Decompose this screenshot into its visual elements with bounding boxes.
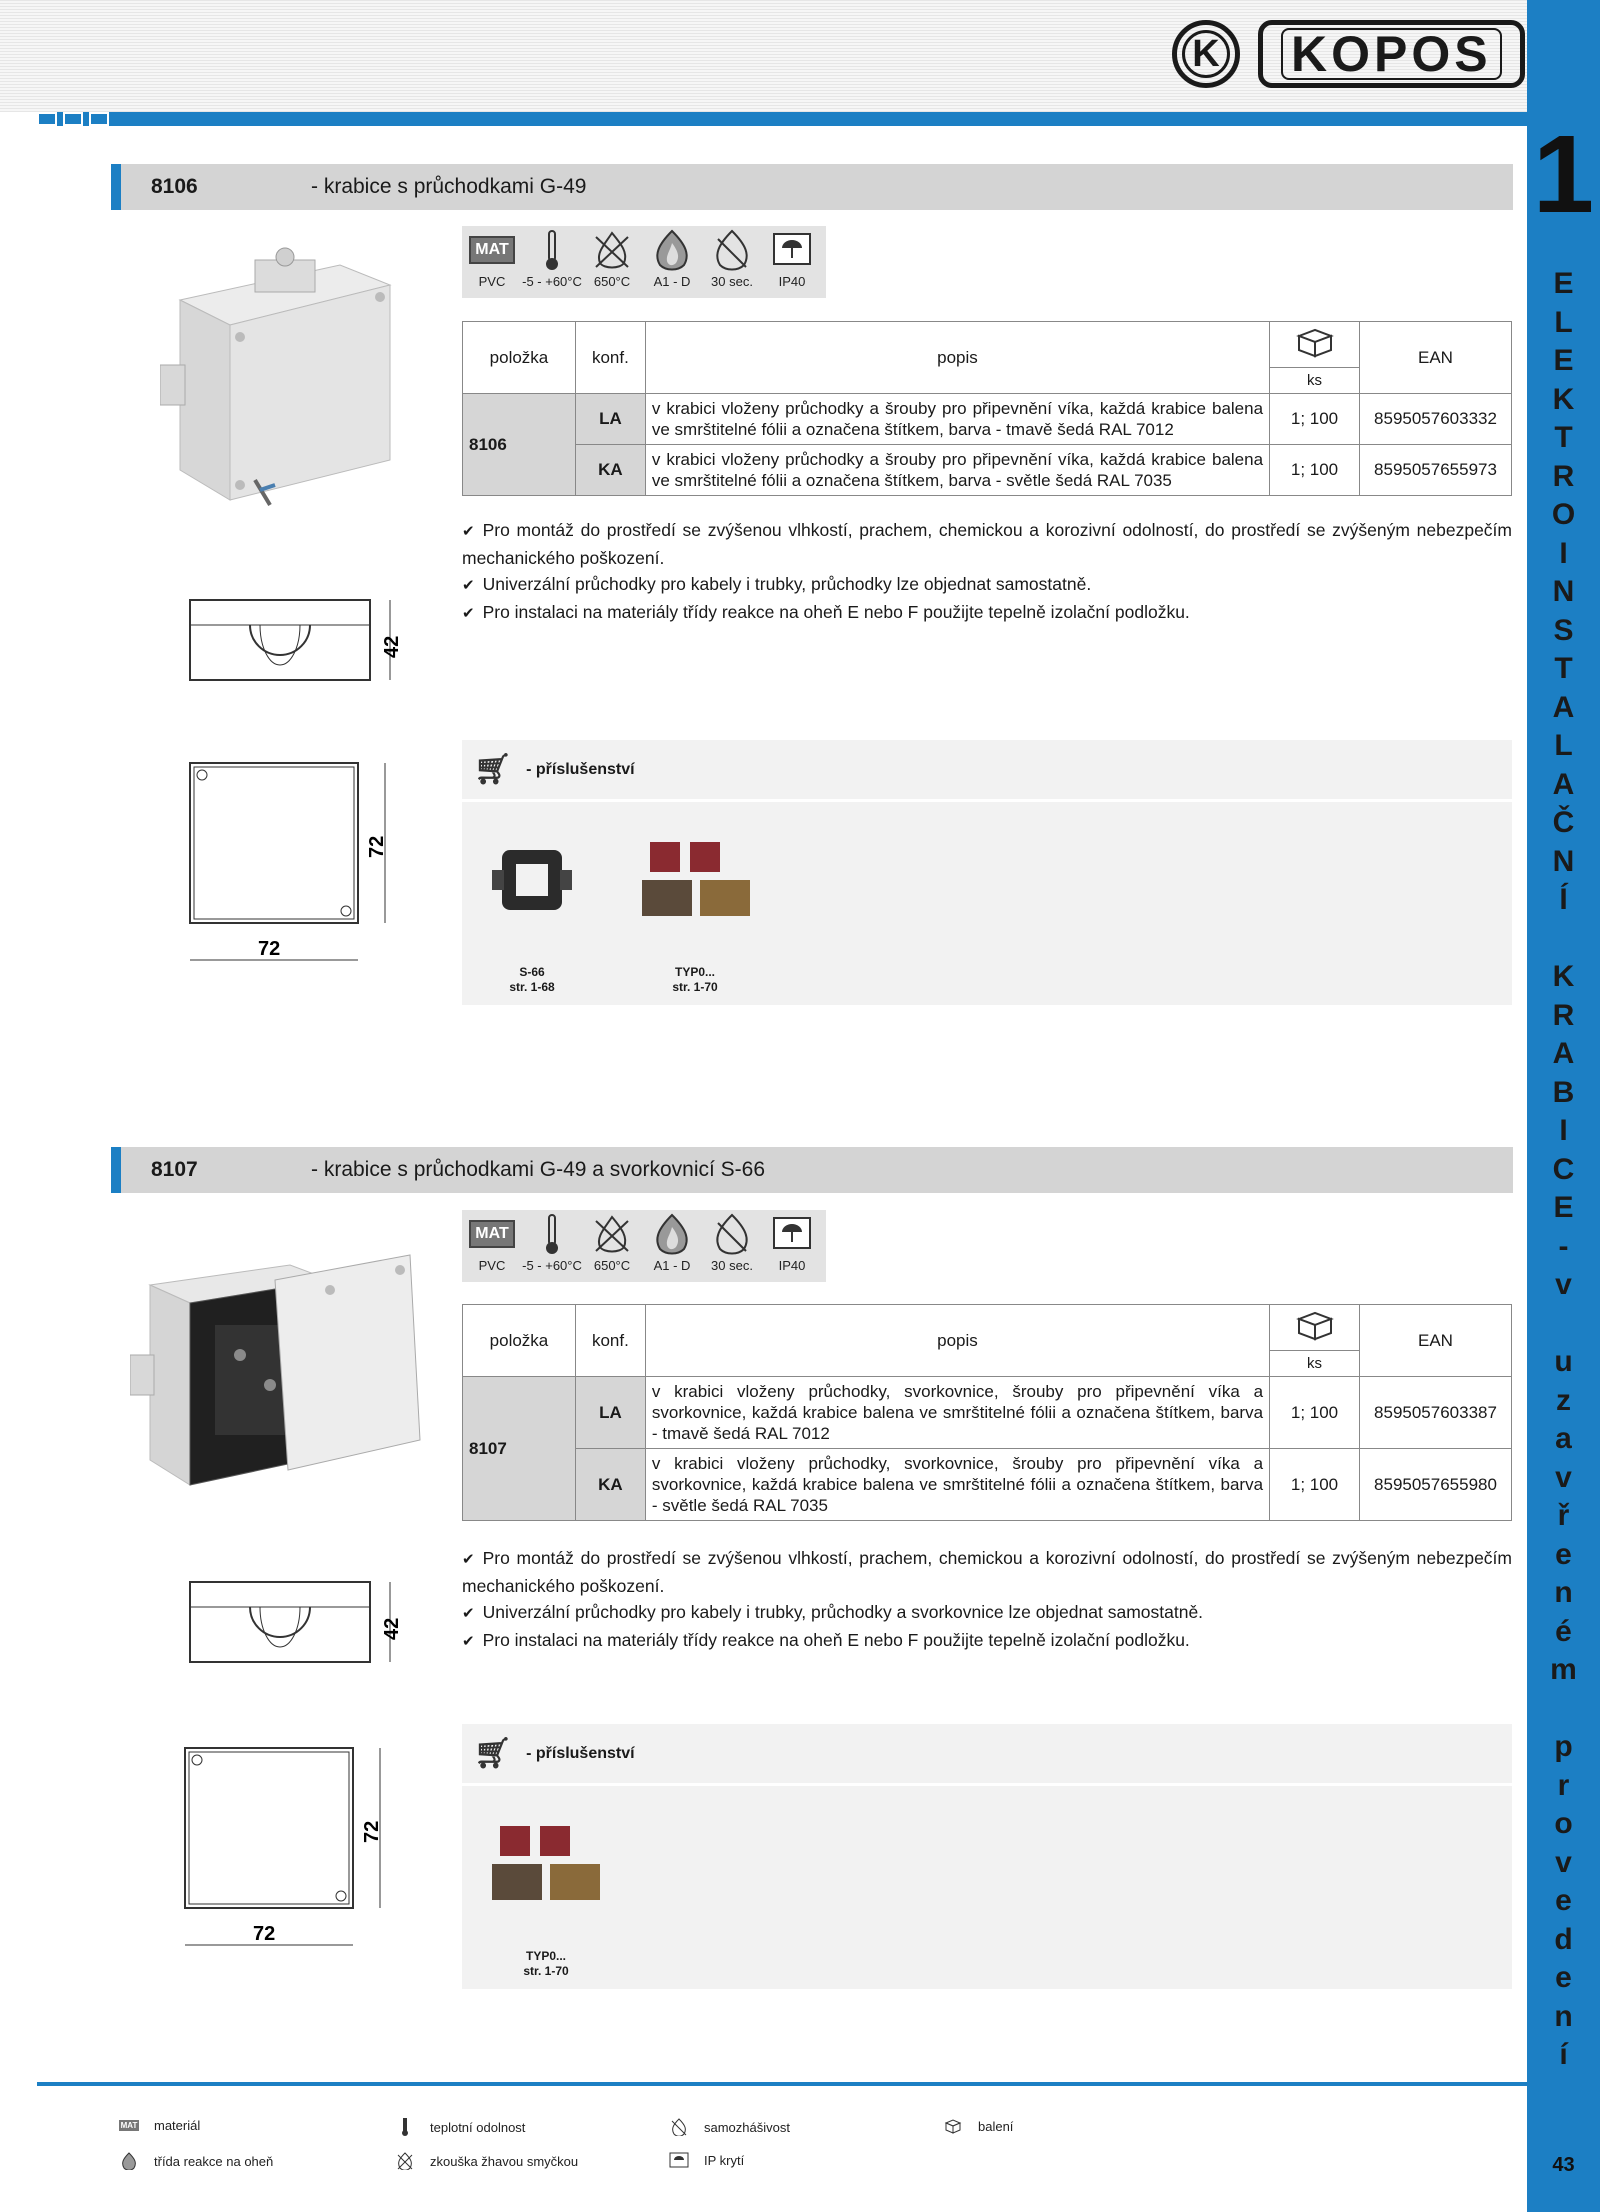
material-icon: MAT xyxy=(469,236,514,264)
chapter-letter: u xyxy=(1554,1345,1573,1378)
table-row xyxy=(463,445,1512,496)
chapter-letter: Č xyxy=(1552,806,1575,839)
chapter-letter: p xyxy=(1554,1730,1573,1763)
material-icon: MAT xyxy=(469,1220,514,1248)
thermometer-icon xyxy=(544,229,560,271)
chapter-letter: v xyxy=(1555,1460,1572,1494)
product-photo-8107 xyxy=(130,1245,430,1515)
chapter-letter: r xyxy=(1557,1768,1570,1802)
chapter-letter: O xyxy=(1551,498,1576,531)
glow-wire-icon xyxy=(592,1213,632,1255)
note-item: ✔ Univerzální průchodky pro kabely i trubky, průchodky a svorkovnice lze objednat samostatně. xyxy=(462,1599,1512,1627)
glow-wire-icon xyxy=(592,229,632,271)
fire-class-icon xyxy=(121,2152,137,2170)
self-extinguish-icon xyxy=(670,2118,688,2136)
desc-cell: v krabici vloženy průchodky a šrouby pro připevnění víka, každá krabice balena ve smrštitelné fólii a označena štítkem, barva - tmavě šedá RAL 7012 xyxy=(645,394,1269,445)
item-code: 8106 xyxy=(463,394,576,496)
chapter-letter: B xyxy=(1552,1075,1575,1109)
legend-material: MAT materiál xyxy=(120,2118,201,2133)
section-header-8106 xyxy=(111,164,1513,210)
chapter-letter xyxy=(1527,920,1600,959)
notes-8106 xyxy=(462,517,1512,627)
legend-self-extinguish: samozhášivost xyxy=(668,2118,790,2136)
prop-glow-wire: 650°C xyxy=(593,274,631,289)
header-ks: ks xyxy=(1270,1351,1360,1377)
material-icon: MAT xyxy=(120,2121,138,2130)
page-number: 43 xyxy=(1552,2154,1575,2176)
chapter-letter: o xyxy=(1554,1807,1573,1840)
chapter-letter: e xyxy=(1555,1537,1572,1571)
accessory-typ0[interactable]: TYP0... str. 1-70 xyxy=(523,1949,569,1978)
chapter-letter: é xyxy=(1555,1614,1572,1648)
chapter-letter: E xyxy=(1553,1191,1574,1224)
logo-mark-icon: K xyxy=(1172,20,1240,88)
self-extinguish-icon xyxy=(712,229,752,271)
dim-depth-label: 72 xyxy=(361,1820,383,1843)
chapter-letter: A xyxy=(1552,1037,1575,1070)
properties-strip-8106 xyxy=(462,226,826,298)
chapter-letter: m xyxy=(1550,1653,1577,1686)
logo-wordmark: KOPOS xyxy=(1258,20,1525,88)
legend-glow-wire: zkouška žhavou smyčkou xyxy=(394,2152,578,2170)
header-ks: ks xyxy=(1270,368,1360,394)
chapter-letter: I xyxy=(1559,1114,1568,1147)
ean-cell: 8595057603387 xyxy=(1359,1377,1511,1449)
notes-8107 xyxy=(462,1545,1512,1655)
chapter-letter: A xyxy=(1552,690,1575,724)
ks-cell: 1; 100 xyxy=(1270,1449,1360,1521)
top-view-drawing-8107 xyxy=(175,1740,415,1960)
chapter-letter: R xyxy=(1552,998,1575,1032)
chapter-letter: N xyxy=(1552,844,1575,878)
chapter-letter: E xyxy=(1553,267,1574,300)
header-ean: EAN xyxy=(1359,322,1511,394)
ip-rating-icon xyxy=(772,1216,812,1252)
table-row xyxy=(463,1377,1512,1449)
chapter-letter: T xyxy=(1554,652,1573,685)
s66-terminal-image xyxy=(492,840,572,920)
ks-cell: 1; 100 xyxy=(1270,445,1360,496)
chapter-letter: n xyxy=(1554,1999,1573,2033)
header-item: položka xyxy=(463,322,576,394)
chapter-letter: K xyxy=(1552,382,1575,416)
header-rule xyxy=(37,112,1527,126)
chapter-letter: v xyxy=(1555,1845,1572,1879)
header-item: položka xyxy=(463,1305,576,1377)
prop-temperature: -5 - +60°C xyxy=(522,1258,582,1273)
header-desc: popis xyxy=(645,322,1269,394)
header-konf: konf. xyxy=(575,322,645,394)
header-squares xyxy=(37,112,109,126)
accessories-panel-8106 xyxy=(462,740,1512,1005)
chapter-letter: N xyxy=(1552,575,1575,608)
thermometer-icon xyxy=(544,1213,560,1255)
desc-cell: v krabici vloženy průchodky a šrouby pro připevnění víka, každá krabice balena ve smrštitelné fólii a označena štítkem, barva - světle šedá RAL 7035 xyxy=(645,445,1269,496)
side-view-drawing-8106 xyxy=(180,590,420,700)
chapter-letter: A xyxy=(1552,767,1575,801)
header-packaging-icon xyxy=(1270,1305,1360,1351)
chapter-letter: K xyxy=(1552,960,1575,993)
ean-cell: 8595057655973 xyxy=(1359,445,1511,496)
chapter-letter: - xyxy=(1558,1229,1569,1263)
accessories-title: - příslušenství xyxy=(526,760,635,778)
ks-cell: 1; 100 xyxy=(1270,394,1360,445)
chapter-number: 1 xyxy=(1532,113,1595,236)
cart-icon: 🛒︎ xyxy=(474,1737,513,1770)
chapter-title-vertical xyxy=(1527,265,1600,2075)
chapter-letter xyxy=(1527,1305,1600,1344)
dim-width-label: 72 xyxy=(253,1923,276,1945)
chapter-letter: e xyxy=(1555,1884,1572,1917)
legend-temperature: teplotní odolnost xyxy=(394,2118,525,2136)
prop-ip: IP40 xyxy=(778,274,806,289)
chapter-letter: a xyxy=(1555,1422,1572,1455)
header-konf: konf. xyxy=(575,1305,645,1377)
chapter-letter: C xyxy=(1552,1152,1575,1186)
product-table-8107 xyxy=(462,1304,1512,1521)
section-code: 8107 xyxy=(151,1158,198,1181)
chapter-letter: í xyxy=(1559,2038,1568,2071)
ks-cell: 1; 100 xyxy=(1270,1377,1360,1449)
note-item: ✔ Univerzální průchodky pro kabely i trubky, průchodky lze objednat samostatně. xyxy=(462,571,1512,599)
cart-icon: 🛒︎ xyxy=(474,753,513,786)
chapter-letter: S xyxy=(1553,613,1574,647)
header-packaging-icon xyxy=(1270,322,1360,368)
dim-depth-label: 72 xyxy=(366,835,388,858)
chapter-letter: n xyxy=(1554,1576,1573,1609)
packaging-icon xyxy=(944,2118,962,2134)
header-desc: popis xyxy=(645,1305,1269,1377)
chapter-letter: z xyxy=(1556,1383,1571,1417)
konf-cell: LA xyxy=(575,1377,645,1449)
chapter-letter: L xyxy=(1554,305,1573,339)
product-photo-8106 xyxy=(160,245,400,525)
properties-strip-8107 xyxy=(462,1210,826,1282)
note-item: ✔ Pro instalaci na materiály třídy reakce na oheň E nebo F použijte tepelně izolační podložku. xyxy=(462,599,1512,627)
chapter-letter: R xyxy=(1552,459,1575,493)
legend-ip: IP krytí xyxy=(668,2152,744,2168)
prop-material: PVC xyxy=(478,274,506,289)
legend-fire-class: třída reakce na oheň xyxy=(118,2152,273,2170)
prop-self-extinguish: 30 sec. xyxy=(711,1258,753,1273)
fire-class-icon xyxy=(652,229,692,271)
konf-cell: KA xyxy=(575,1449,645,1521)
top-view-drawing-8106 xyxy=(180,755,420,975)
chapter-letter: T xyxy=(1554,421,1573,454)
product-table-8106 xyxy=(462,321,1512,496)
chapter-letter: I xyxy=(1559,536,1568,570)
self-extinguish-icon xyxy=(712,1213,752,1255)
dim-height-label: 42 xyxy=(381,635,403,658)
section-code: 8106 xyxy=(151,175,198,198)
legend-packaging: balení xyxy=(942,2118,1013,2134)
dim-width-label: 72 xyxy=(258,938,281,960)
note-item: ✔ Pro instalaci na materiály třídy reakce na oheň E nebo F použijte tepelně izolační podložku. xyxy=(462,1627,1512,1655)
typ0-connectors-image xyxy=(492,1824,602,1909)
accessory-s66[interactable]: S-66 str. 1-68 xyxy=(509,965,555,994)
fire-class-icon xyxy=(652,1213,692,1255)
chapter-letter: e xyxy=(1555,1961,1572,1994)
table-row xyxy=(463,1449,1512,1521)
prop-self-extinguish: 30 sec. xyxy=(711,274,753,289)
typ0-connectors-image xyxy=(642,840,752,925)
ip-rating-icon xyxy=(669,2152,689,2168)
accessories-title: - příslušenství xyxy=(526,1744,635,1762)
ean-cell: 8595057655980 xyxy=(1359,1449,1511,1521)
footer-rule xyxy=(37,2082,1527,2086)
desc-cell: v krabici vloženy průchodky, svorkovnice, šrouby pro připevnění víka a svorkovnice, každá krabice balena ve smrštitelné fólii a označena štítkem, barva - tmavě šedá RAL 7012 xyxy=(645,1377,1269,1449)
chapter-letter: v xyxy=(1555,1268,1572,1301)
desc-cell: v krabici vloženy průchodky, svorkovnice, šrouby pro připevnění víka a svorkovnice, každá krabice balena ve smrštitelné fólii a označena štítkem, barva - světle šedá RAL 7035 xyxy=(645,1449,1269,1521)
prop-temperature: -5 - +60°C xyxy=(522,274,582,289)
prop-glow-wire: 650°C xyxy=(593,1258,631,1273)
chapter-letter: E xyxy=(1553,344,1574,377)
prop-fire-class: A1 - D xyxy=(653,274,691,289)
chapter-letter: ř xyxy=(1557,1499,1570,1532)
header-ean: EAN xyxy=(1359,1305,1511,1377)
table-row xyxy=(463,394,1512,445)
chapter-letter: d xyxy=(1554,1922,1573,1956)
section-title: - krabice s průchodkami G-49 xyxy=(311,175,587,198)
ean-cell: 8595057603332 xyxy=(1359,394,1511,445)
accessories-panel-8107 xyxy=(462,1724,1512,1989)
prop-fire-class: A1 - D xyxy=(653,1258,691,1273)
dim-height-label: 42 xyxy=(381,1617,403,1640)
prop-material: PVC xyxy=(478,1258,506,1273)
thermometer-icon xyxy=(401,2118,409,2136)
accessory-typ0[interactable]: TYP0... str. 1-70 xyxy=(672,965,718,994)
section-header-8107 xyxy=(111,1147,1513,1193)
note-item: ✔ Pro montáž do prostředí se zvýšenou vlhkostí, prachem, chemickou a korozivní odolností, do prostředí se zvýšeným nebezpečím mechanického poškození. xyxy=(462,517,1512,571)
glow-wire-icon xyxy=(396,2152,414,2170)
note-item: ✔ Pro montáž do prostředí se zvýšenou vlhkostí, prachem, chemickou a korozivní odolností, do prostředí se zvýšeným nebezpečím mechanického poškození. xyxy=(462,1545,1512,1599)
konf-cell: LA xyxy=(575,394,645,445)
ip-rating-icon xyxy=(772,232,812,268)
side-view-drawing-8107 xyxy=(180,1572,420,1682)
kopos-logo xyxy=(1172,20,1525,88)
chapter-letter xyxy=(1527,1690,1600,1729)
prop-ip: IP40 xyxy=(778,1258,806,1273)
item-code: 8107 xyxy=(463,1377,576,1521)
chapter-letter: L xyxy=(1554,729,1573,762)
konf-cell: KA xyxy=(575,445,645,496)
chapter-letter: Í xyxy=(1559,883,1568,916)
section-title: - krabice s průchodkami G-49 a svorkovnicí S-66 xyxy=(311,1158,766,1181)
